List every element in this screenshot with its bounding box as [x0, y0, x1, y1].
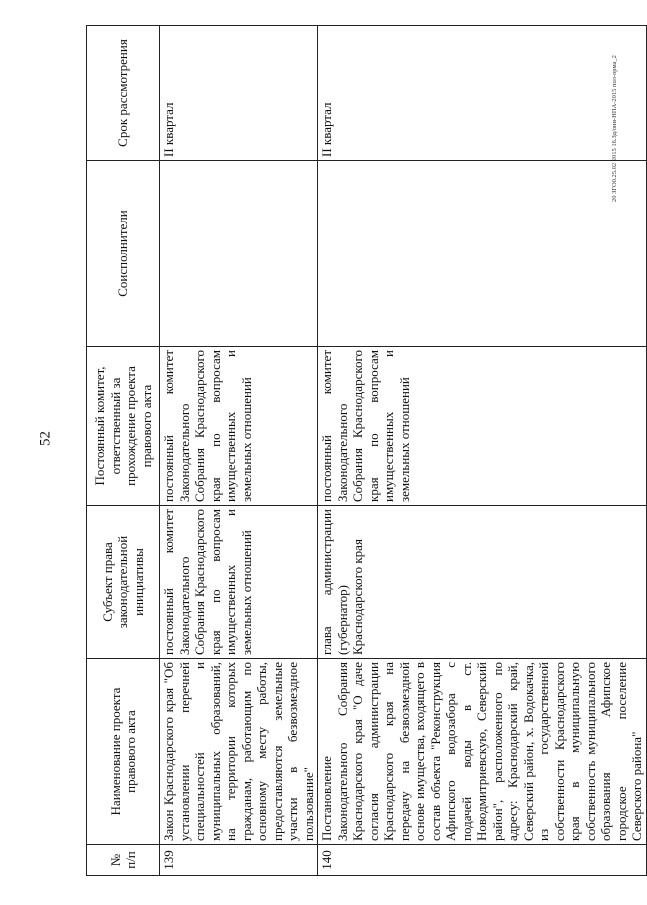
- header-name: Наименование проекта правового акта: [87, 659, 160, 845]
- page-number: 52: [37, 431, 54, 446]
- row-subject: постоянный комитет Законодательного Собрания Краснодарского края по вопросам имущественных и земельных отношений: [160, 506, 318, 659]
- row-num: 140: [318, 845, 647, 876]
- row-term: II квартал: [160, 26, 318, 161]
- row-committee: постоянный комитет Законодательного Собрания Краснодарского края по вопросам имущественных и земельных отношений: [160, 347, 318, 506]
- row-coexecutors: [318, 161, 647, 347]
- row-committee: постоянный комитет Законодательного Собрания Краснодарского края по вопросам имущественных и земельных отношений: [318, 347, 647, 506]
- row-subject: глава администрации (губернатор) Краснодарского края: [318, 506, 647, 659]
- row-name: Постановление Законодательного Собрания Краснодарского края "О даче согласия администрации Краснодарского края на передачу на безвозмездной основе имущества, входящего в состав объекта "Реконструкция Афипского водозабора с подачей воды в ст. Новодмитриевскую, Северский район", расположенного по адресу: Краснодарский край, Северский район, х. Водокачка, из государственной собственности Краснодарского края в муниципальную собственность муниципального образования Афипское городское поселение Северского района": [318, 659, 647, 845]
- row-term: II квартал: [318, 26, 647, 161]
- header-coexecutors: Соисполнители: [87, 161, 160, 347]
- header-term: Срок рассмотрения: [87, 26, 160, 161]
- row-name: Закон Краснодарского края "Об установлении перечней специальностей и муниципальных образований, на территории которых гражданам, работающим по основному месту работы, предоставляются земельные участки в безвозмездное пользование": [160, 659, 318, 845]
- row-num: 139: [160, 845, 318, 876]
- table-row: [160, 26, 318, 876]
- row-coexecutors: [160, 161, 318, 347]
- table-header-row: [87, 26, 160, 876]
- header-committee: Постоянный комитет, ответственный за прохождение проекта правового акта: [87, 347, 160, 506]
- legislative-plan-table: [86, 25, 647, 876]
- table-row: [318, 26, 647, 876]
- footer-code: 20 ЗГО0.25.02 2015 16.Зд/они-НПА-2015 пол-орма_2: [611, 55, 618, 202]
- header-num: № п/п: [87, 845, 160, 876]
- header-subject: Субъект права законодательной инициативы: [87, 506, 160, 659]
